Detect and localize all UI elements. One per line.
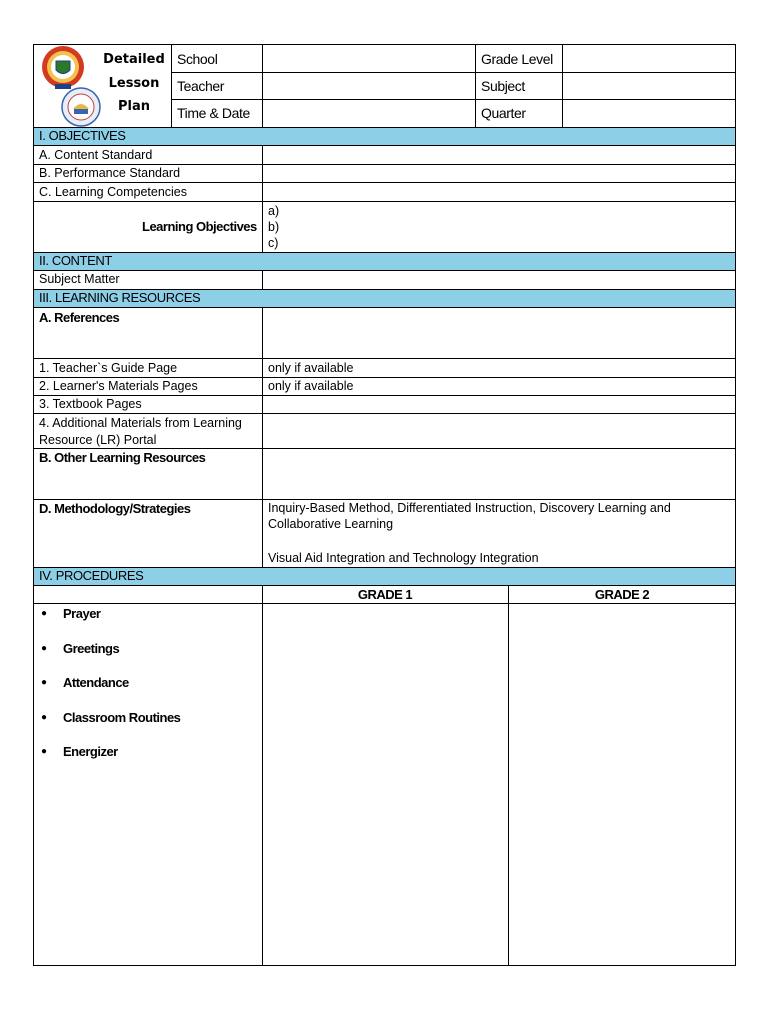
- performance-standard-label: B. Performance Standard: [39, 166, 181, 180]
- learners-materials-value: only if available: [268, 379, 354, 393]
- quarter-label: Quarter: [481, 105, 526, 121]
- bullet-icon: ●: [41, 608, 48, 619]
- form-title-line-3: Plan: [117, 99, 150, 114]
- objective-a: a): [268, 204, 280, 218]
- other-resources-label: B. Other Learning Resources: [39, 450, 206, 465]
- grade-1-header: GRADE 1: [357, 587, 413, 602]
- learning-objectives-label: Learning Objectives: [142, 219, 257, 234]
- objective-b: b): [268, 220, 280, 234]
- procedure-prayer: Prayer: [63, 606, 101, 621]
- objective-c: c): [268, 236, 279, 250]
- deped-logo: [59, 87, 104, 127]
- content-standard-label: A. Content Standard: [39, 148, 153, 162]
- procedures-heading: IV. PROCEDURES: [39, 568, 144, 583]
- methodology-text-2: Collaborative Learning: [268, 517, 394, 531]
- school-label: School: [177, 51, 218, 67]
- objectives-heading: I. OBJECTIVES: [39, 128, 126, 143]
- school-logo: [38, 45, 88, 90]
- bullet-icon: ●: [41, 643, 48, 654]
- procedure-energizer: Energizer: [63, 744, 118, 759]
- bullet-icon: ●: [41, 712, 48, 723]
- teachers-guide-label: 1. Teacher`s Guide Page: [39, 361, 178, 375]
- subject-matter-label: Subject Matter: [39, 272, 120, 286]
- methodology-text-1: Inquiry-Based Method, Differentiated Instruction, Discovery Learning and: [268, 501, 671, 515]
- bullet-icon: ●: [41, 746, 48, 757]
- teachers-guide-value: only if available: [268, 361, 354, 375]
- learners-materials-label: 2. Learner's Materials Pages: [39, 379, 198, 393]
- content-band: [34, 252, 735, 270]
- procedure-classroom-routines: Classroom Routines: [63, 710, 181, 725]
- grade-2-header: GRADE 2: [594, 587, 650, 602]
- procedure-attendance: Attendance: [63, 675, 129, 690]
- subject-label: Subject: [481, 78, 525, 94]
- form-title-line-2: Lesson: [108, 76, 160, 91]
- references-label: A. References: [39, 310, 120, 325]
- time-date-label: Time & Date: [177, 105, 250, 121]
- bullet-icon: ●: [41, 677, 48, 688]
- content-heading: II. CONTENT: [39, 253, 112, 268]
- textbook-pages-label: 3. Textbook Pages: [39, 397, 142, 411]
- additional-materials-label-2: Resource (LR) Portal: [39, 433, 157, 447]
- learning-competencies-label: C. Learning Competencies: [39, 185, 187, 199]
- form-title-line-1: Detailed: [103, 52, 165, 67]
- grade-level-label: Grade Level: [481, 51, 553, 67]
- methodology-text-3: Visual Aid Integration and Technology Integration: [268, 551, 539, 565]
- procedure-greetings: Greetings: [63, 641, 120, 656]
- objectives-band: [34, 127, 735, 145]
- teacher-label: Teacher: [177, 78, 225, 94]
- methodology-label: D. Methodology/Strategies: [39, 501, 191, 516]
- additional-materials-label-1: 4. Additional Materials from Learning: [39, 416, 242, 430]
- resources-heading: III. LEARNING RESOURCES: [39, 290, 201, 305]
